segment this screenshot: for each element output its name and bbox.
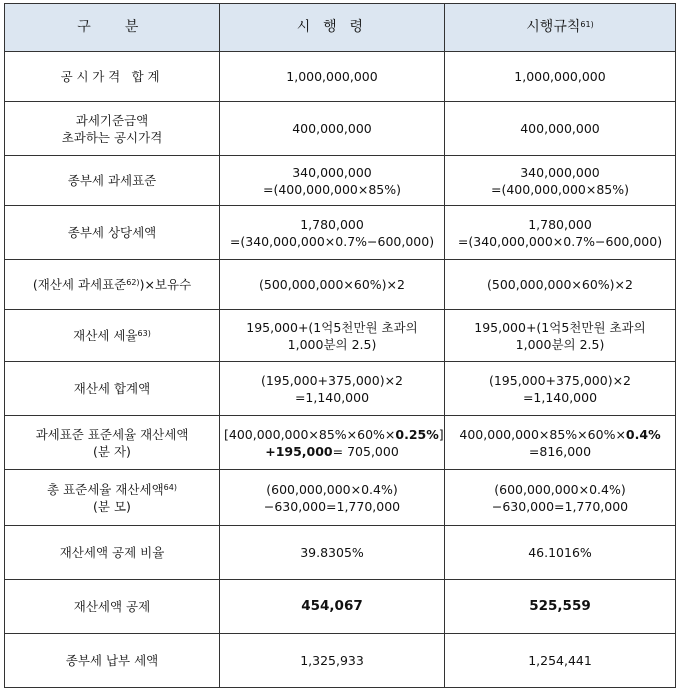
table-row bbox=[5, 260, 676, 310]
tax-calculation-table bbox=[4, 3, 676, 688]
rule-value: 1,254,441 bbox=[445, 634, 676, 688]
table-row bbox=[5, 156, 676, 206]
table-row bbox=[5, 206, 676, 260]
table-row bbox=[5, 416, 676, 470]
decree-value: (500,000,000×60%)×2 bbox=[220, 260, 445, 310]
rule-value: 1,780,000 =(340,000,000×0.7%−600,000) bbox=[445, 206, 676, 260]
table-row bbox=[5, 310, 676, 362]
decree-value: 39.8305% bbox=[220, 526, 445, 580]
row-label: 재산세액 공제 비율 bbox=[5, 526, 220, 580]
rule-value: 195,000+(1억5천만원 초과의 1,000분의 2.5) bbox=[445, 310, 676, 362]
row-label: 재산세 합계액 bbox=[5, 362, 220, 416]
row-label: 종부세 과세표준 bbox=[5, 156, 220, 206]
header-decree: 시 행 령 bbox=[220, 4, 445, 52]
decree-value: 1,780,000 =(340,000,000×0.7%−600,000) bbox=[220, 206, 445, 260]
decree-value: 1,000,000,000 bbox=[220, 52, 445, 102]
row-label: 과세기준금액 초과하는 공시가격 bbox=[5, 102, 220, 156]
table-row bbox=[5, 634, 676, 688]
rule-value: (500,000,000×60%)×2 bbox=[445, 260, 676, 310]
decree-value: 340,000,000 =(400,000,000×85%) bbox=[220, 156, 445, 206]
decree-value: 195,000+(1억5천만원 초과의 1,000분의 2.5) bbox=[220, 310, 445, 362]
row-label: 종부세 납부 세액 bbox=[5, 634, 220, 688]
decree-value: 400,000,000 bbox=[220, 102, 445, 156]
decree-value: 1,325,933 bbox=[220, 634, 445, 688]
table-row bbox=[5, 102, 676, 156]
decree-value: (600,000,000×0.4%) −630,000=1,770,000 bbox=[220, 470, 445, 526]
rule-value: 525,559 bbox=[445, 580, 676, 634]
row-label: 종부세 상당세액 bbox=[5, 206, 220, 260]
row-label: (재산세 과세표준$^{62)}$)×보유수 bbox=[5, 260, 220, 310]
decree-value: 454,067 bbox=[220, 580, 445, 634]
row-label: 공시가격 합계 bbox=[5, 52, 220, 102]
rule-value: (195,000+375,000)×2 =1,140,000 bbox=[445, 362, 676, 416]
decree-value: (195,000+375,000)×2 =1,140,000 bbox=[220, 362, 445, 416]
row-label: 과세표준 표준세율 재산세액 (분 자) bbox=[5, 416, 220, 470]
rule-value: 46.1016% bbox=[445, 526, 676, 580]
header-row bbox=[5, 4, 676, 52]
decree-value: [400,000,000×85%×60%×0.25%] +195,000= 705,000 bbox=[220, 416, 445, 470]
rule-value: (600,000,000×0.4%) −630,000=1,770,000 bbox=[445, 470, 676, 526]
table-row bbox=[5, 526, 676, 580]
table-row bbox=[5, 580, 676, 634]
row-label: 재산세액 공제 bbox=[5, 580, 220, 634]
rule-value: 1,000,000,000 bbox=[445, 52, 676, 102]
header-category: 구 분 bbox=[5, 4, 220, 52]
table-row bbox=[5, 52, 676, 102]
header-rule: 시행규칙$^{61)}$ bbox=[445, 4, 676, 52]
row-label: 재산세 세율$^{63)}$ bbox=[5, 310, 220, 362]
rule-value: 400,000,000×85%×60%×0.4% =816,000 bbox=[445, 416, 676, 470]
row-label: 총 표준세율 재산세액$^{64)}$ (분 모) bbox=[5, 470, 220, 526]
table-row bbox=[5, 362, 676, 416]
table-row bbox=[5, 470, 676, 526]
rule-value: 400,000,000 bbox=[445, 102, 676, 156]
rule-value: 340,000,000 =(400,000,000×85%) bbox=[445, 156, 676, 206]
